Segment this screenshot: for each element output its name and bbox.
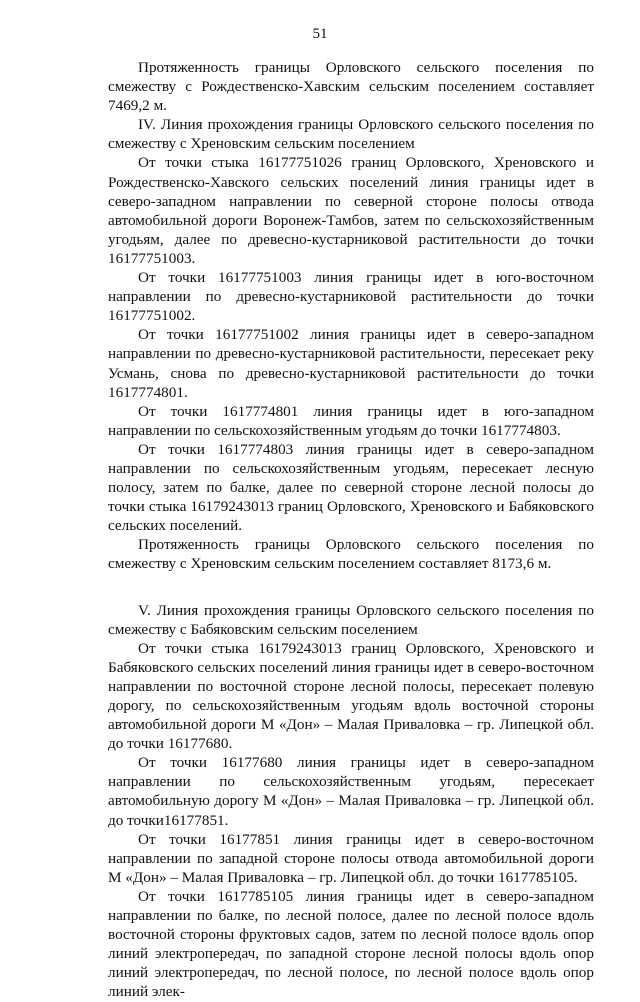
section-heading-iv: IV. Линия прохождения границы Орловского сельского поселения по смежеству с Хреновским сельским поселением — [108, 116, 594, 153]
paragraph-length-khrenovskoe: Протяженность границы Орловского сельского поселения по смежеству с Хреновским сельским поселением составляет 8173,6 м. — [108, 536, 594, 573]
paragraph-boundary-point: От точки 1617774801 линия границы идет в юго-западном направлении по сельскохозяйственным угодьям до точки 1617774803. — [108, 402, 594, 439]
page-number: 51 — [312, 26, 328, 42]
document-body — [108, 58, 594, 1002]
section-heading-v: V. Линия прохождения границы Орловского сельского поселения по смежеству с Бабяковским сельским поселением — [108, 601, 594, 638]
paragraph-boundary-point: От точки стыка 16177751026 границ Орловского, Хреновского и Рождественско-Хавского сельских поселений линия границы идет в северо-западном направлении по северной стороне полосы отвода автомобильной дороги Воронеж-Тамбов, затем по сельскохозяйственным угодьям, далее по древесно-кустарниковой растительности до точки 16177751003. — [108, 154, 594, 267]
paragraph-length-rozhdestvensko: Протяженность границы Орловского сельского поселения по смежеству с Рождественско-Хавским сельским поселением составляет 7469,2 м. — [108, 59, 594, 115]
paragraph-boundary-point: От точки 1617774803 линия границы идет в северо-западном направлении по сельскохозяйственным угодьям, пересекает лесную полосу, затем по балке, далее по северной стороне лесной полосы до точки стыка 16179243013 границ Орловского, Хреновского и Бабяковского сельских поселений. — [108, 440, 594, 535]
paragraph-boundary-point: От точки 16177851 линия границы идет в северо-восточном направлении по западной стороне полосы отвода автомобильной дороги М «Дон» – Малая Приваловка – гр. Липецкой обл. до точки 1617785105. — [108, 830, 594, 886]
paragraph-boundary-point: От точки 16177751003 линия границы идет в юго-восточном направлении по древесно-кустарниковой растительности до точки 16177751002. — [108, 269, 594, 325]
paragraph-boundary-point: От точки 16177680 линия границы идет в северо-западном направлении по сельскохозяйственным угодьям, пересекает автомобильную дорогу М «Дон» – Малая Приваловка – гр. Липецкой обл. до точки16177851. — [108, 754, 594, 829]
paragraph-boundary-point: От точки стыка 16179243013 границ Орловского, Хреновского и Бабяковского сельских поселений линия границы идет в северо-восточном направлении по восточной стороне лесной полосы, пересекает полевую дорогу, по сельскохозяйственным угодьям вдоль восточной стороны автомобильной дороги М «Дон» – Малая Приваловка – гр. Липецкой обл. до точки 16177680. — [108, 639, 594, 753]
paragraph-boundary-point: От точки 16177751002 линия границы идет в северо-западном направлении по древесно-кустарниковой растительности, пересекает реку Усмань, снова по древесно-кустарниковой растительности до точки 1617774801. — [108, 326, 594, 401]
section-spacer — [108, 574, 594, 601]
paragraph-boundary-point: От точки 1617785105 линия границы идет в северо-западном направлении по балке, по лесной полосе, далее по лесной полосе вдоль восточной стороны фруктовых садов, затем по лесной полосе вдоль опор линий электропередач, по западной стороне лесной полосы вдоль опор линий электропередач, по лесной полосе, по лесной полосе вдоль опор линий элек- — [108, 887, 594, 1001]
